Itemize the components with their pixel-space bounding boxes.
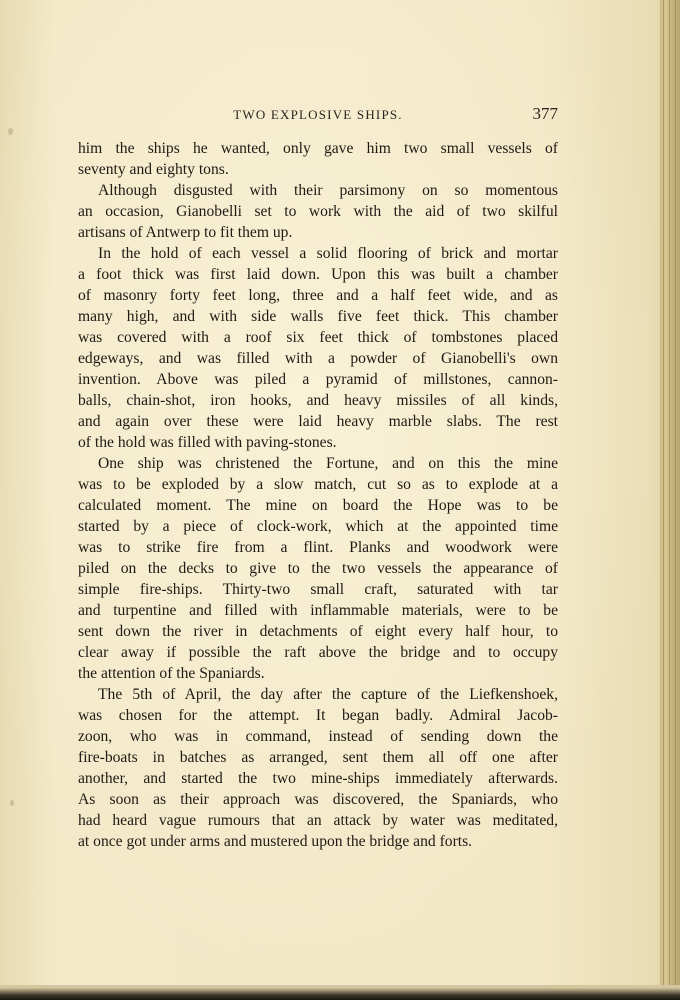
- running-head: TWO EXPLOSIVE SHIPS.: [233, 107, 403, 122]
- paper-blemish: [10, 800, 14, 806]
- text-line: invention. Above was piled a pyramid of millstones, cannon-: [78, 371, 558, 388]
- text-line: simple fire-ships. Thirty-two small craft, saturated with tar: [78, 581, 558, 598]
- text-line: fire-boats in batches as arranged, sent them all off one after: [78, 749, 558, 766]
- page-header: [78, 104, 558, 126]
- page-bottom-edge: [0, 988, 680, 1000]
- text-line: another, and started the two mine-ships immediately afterwards.: [78, 770, 558, 787]
- text-line: many high, and with side walls five feet thick. This chamber: [78, 308, 558, 325]
- text-line: As soon as their approach was discovered, the Spaniards, who: [78, 791, 558, 808]
- text-line: was to be exploded by a slow match, cut so as to explode at a: [78, 476, 558, 493]
- text-line: seventy and eighty tons.: [78, 161, 229, 178]
- text-line: the attention of the Spaniards.: [78, 665, 265, 682]
- text-line: One ship was christened the Fortune, and on this the mine: [98, 455, 558, 472]
- text-line: Although disgusted with their parsimony on so momentous: [98, 182, 558, 199]
- gutter-line: [675, 0, 676, 1000]
- text-line: an occasion, Gianobelli set to work with the aid of two skilful: [78, 203, 558, 220]
- text-line: The 5th of April, the day after the capture of the Liefkenshoek,: [98, 686, 558, 703]
- text-line: edgeways, and was filled with a powder of Gianobelli's own: [78, 350, 558, 367]
- text-line: a foot thick was first laid down. Upon this was built a chamber: [78, 266, 558, 283]
- text-line: had heard vague rumours that an attack by water was meditated,: [78, 812, 558, 829]
- page-number: 377: [532, 104, 558, 123]
- text-line: artisans of Antwerp to fit them up.: [78, 224, 293, 241]
- text-line: at once got under arms and mustered upon the bridge and forts.: [78, 833, 473, 850]
- text-line: calculated moment. The mine on board the Hope was to be: [78, 497, 558, 514]
- text-line: zoon, who was in command, instead of sending down the: [78, 728, 558, 745]
- text-line: piled on the decks to give to the two vessels the appearance of: [78, 560, 558, 577]
- text-line: was chosen for the attempt. It began badly. Admiral Jacob-: [78, 707, 558, 724]
- text-line: was covered with a roof six feet thick of tombstones placed: [78, 329, 558, 346]
- text-line: and again over these were laid heavy marble slabs. The rest: [78, 413, 558, 430]
- gutter-line: [663, 0, 664, 1000]
- paper-blemish: [8, 128, 13, 135]
- text-line: of the hold was filled with paving-stones.: [78, 434, 337, 451]
- text-line: of masonry forty feet long, three and a half feet wide, and as: [78, 287, 558, 304]
- page-gutter: [660, 0, 680, 1000]
- gutter-line: [669, 0, 670, 1000]
- text-line: In the hold of each vessel a solid flooring of brick and mortar: [98, 245, 558, 262]
- text-line: him the ships he wanted, only gave him two small vessels of: [78, 140, 558, 157]
- text-line: clear away if possible the raft above the bridge and to occupy: [78, 644, 558, 661]
- text-line: sent down the river in detachments of eight every half hour, to: [78, 623, 558, 640]
- text-line: was to strike fire from a flint. Planks and woodwork were: [78, 539, 558, 556]
- body-text: [78, 138, 558, 852]
- text-line: and turpentine and filled with inflammable materials, were to be: [78, 602, 558, 619]
- text-line: started by a piece of clock-work, which at the appointed time: [78, 518, 558, 535]
- text-line: balls, chain-shot, iron hooks, and heavy missiles of all kinds,: [78, 392, 558, 409]
